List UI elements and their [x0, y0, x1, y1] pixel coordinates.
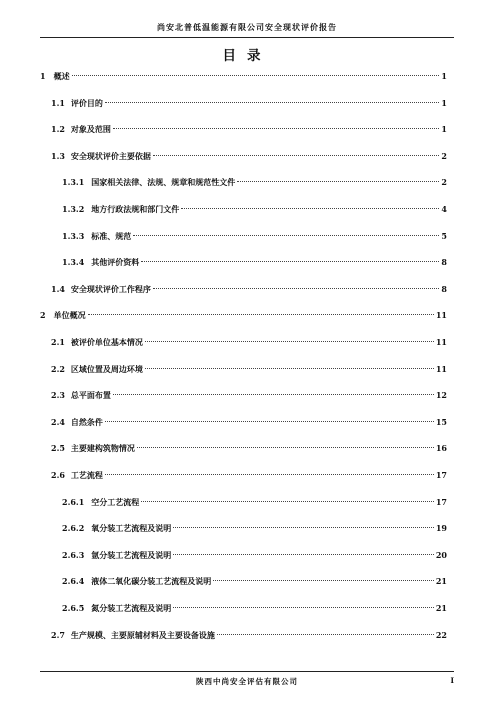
- toc-entry-number: 1.3.4: [62, 257, 85, 268]
- toc-entry[interactable]: [62, 575, 447, 587]
- toc-entry-number: 2.6.1: [62, 496, 85, 507]
- toc-entry-number: 2.6: [51, 470, 65, 480]
- toc-entry-page: 2: [441, 177, 447, 188]
- toc-entry-page: 21: [435, 576, 447, 587]
- toc-entry-number: 2: [40, 310, 46, 321]
- toc-entry-title: 区域位置及周边环境: [70, 363, 143, 374]
- toc-entry[interactable]: [51, 123, 447, 135]
- toc-entry-page: 17: [435, 470, 447, 480]
- toc-entry[interactable]: [51, 629, 447, 641]
- toc-entry-title: 标准、规范: [91, 230, 132, 241]
- toc-entry-page: 11: [435, 337, 447, 347]
- toc-entry[interactable]: [51, 150, 447, 162]
- toc-entry-page: 5: [441, 230, 447, 241]
- toc-entry[interactable]: [62, 549, 447, 561]
- toc-entry-page: 11: [435, 310, 447, 321]
- toc-entry-title: 地方行政法规和部门文件: [91, 204, 180, 214]
- toc-dot-leader: [153, 155, 440, 156]
- toc-entry-title: 氧分装工艺流程及说明: [91, 523, 172, 534]
- toc-dot-leader: [113, 128, 440, 129]
- toc-dot-leader: [133, 235, 439, 236]
- toc-entry[interactable]: [62, 496, 447, 508]
- toc-dot-leader: [145, 341, 434, 342]
- toc-entry-number: 1.1: [51, 97, 65, 108]
- page-title: 目录: [222, 48, 272, 64]
- toc-entry-title: 安全现状评价主要依据: [70, 150, 151, 161]
- toc-entry-number: 1.3.2: [62, 204, 85, 214]
- toc-entry-page: 8: [441, 257, 447, 268]
- toc-entry[interactable]: [62, 176, 447, 188]
- toc-entry-page: 21: [435, 603, 447, 613]
- toc-entry[interactable]: [62, 256, 447, 268]
- toc-entry-number: 2.5: [51, 443, 65, 454]
- toc-dot-leader: [105, 421, 434, 422]
- toc-entry-page: 11: [435, 363, 447, 374]
- toc-entry-title: 生产规模、主要原辅材料及主要设备设施: [70, 629, 215, 640]
- toc-entry-number: 1.2: [51, 124, 65, 135]
- toc-entry-number: 2.1: [51, 337, 65, 347]
- toc-entry-page: 22: [435, 629, 447, 640]
- toc-dot-leader: [217, 634, 434, 635]
- toc-entry[interactable]: [40, 309, 447, 321]
- toc-entry-number: 2.6.5: [62, 603, 85, 613]
- toc-dot-leader: [173, 554, 434, 555]
- toc-dot-leader: [213, 580, 434, 581]
- toc-dot-leader: [141, 501, 434, 502]
- toc-entry[interactable]: [62, 522, 447, 534]
- toc-entry-page: 16: [435, 443, 447, 454]
- toc-entry[interactable]: [51, 97, 447, 109]
- toc-entry-page: 8: [441, 283, 447, 294]
- toc-entry-number: 1: [40, 71, 46, 81]
- toc-entry[interactable]: [51, 283, 447, 295]
- toc-entry-title: 氮分装工艺流程及说明: [91, 603, 172, 613]
- toc-entry-number: 2.4: [51, 416, 65, 427]
- toc-entry-page: 4: [441, 204, 447, 214]
- page-header: [40, 22, 454, 38]
- toc-entry-page: 20: [435, 549, 447, 560]
- toc-entry-title: 总平面布置: [70, 390, 111, 401]
- toc-entry-page: 2: [441, 150, 447, 161]
- toc-entry-title: 主要建构筑物情况: [70, 443, 135, 454]
- toc-entry-page: 1: [441, 97, 447, 108]
- toc-entry-page: 15: [435, 416, 447, 427]
- toc-entry[interactable]: [51, 469, 447, 481]
- toc-entry[interactable]: [40, 70, 447, 82]
- toc-dot-leader: [145, 368, 434, 369]
- toc-entry-page: 19: [435, 523, 447, 534]
- toc-entry-title: 工艺流程: [70, 470, 103, 480]
- toc-entry-page: 1: [441, 71, 447, 81]
- toc-entry[interactable]: [51, 336, 447, 348]
- toc-entry-title: 自然条件: [70, 416, 103, 427]
- toc-entry-number: 1.3.1: [62, 177, 85, 188]
- toc-entry-title: 对象及范围: [70, 124, 111, 135]
- toc-dot-leader: [173, 607, 434, 608]
- header-text: 尚安北普低温能源有限公司安全现状评价报告: [157, 22, 337, 32]
- toc-entry-page: 12: [435, 390, 447, 401]
- toc-dot-leader: [153, 288, 440, 289]
- toc-dot-leader: [173, 527, 434, 528]
- toc-entry-title: 空分工艺流程: [91, 496, 140, 507]
- toc-entry[interactable]: [51, 442, 447, 454]
- toc-entry-title: 单位概况: [53, 310, 86, 321]
- toc-dot-leader: [113, 394, 434, 395]
- toc-dot-leader: [88, 314, 434, 315]
- toc-entry-title: 液体二氧化碳分装工艺流程及说明: [91, 576, 212, 587]
- toc-entry[interactable]: [51, 416, 447, 428]
- footer-organization: 陕西中尚安全评估有限公司: [196, 677, 298, 686]
- toc-entry-page: 1: [441, 124, 447, 135]
- toc-dot-leader: [105, 474, 434, 475]
- toc-dot-leader: [105, 102, 440, 103]
- toc-entry-number: 2.6.2: [62, 523, 85, 534]
- toc-entry-number: 2.2: [51, 363, 65, 374]
- toc-entry-title: 国家相关法律、法规、规章和规范性文件: [91, 177, 236, 188]
- toc-entry[interactable]: [62, 203, 447, 215]
- toc-dot-leader: [237, 181, 439, 182]
- toc-entry[interactable]: [51, 363, 447, 375]
- toc-entry-title: 被评价单位基本情况: [70, 337, 143, 347]
- toc-entry-number: 2.3: [51, 390, 65, 401]
- toc-entry-number: 1.3.3: [62, 230, 85, 241]
- toc-entry[interactable]: [62, 602, 447, 614]
- toc-entry[interactable]: [62, 230, 447, 242]
- toc-dot-leader: [137, 447, 434, 448]
- toc-entry-title: 安全现状评价工作程序: [70, 283, 151, 294]
- toc-entry-page: 17: [435, 496, 447, 507]
- toc-entry-number: 1.4: [51, 283, 65, 294]
- toc-entry-title: 氩分装工艺流程及说明: [91, 549, 172, 560]
- footer-page-number: I: [450, 676, 454, 685]
- toc-entry-number: 2.7: [51, 629, 65, 640]
- toc-dot-leader: [72, 75, 440, 76]
- toc-entry[interactable]: [51, 389, 447, 401]
- toc-entry-title: 其他评价资料: [91, 257, 140, 268]
- toc-entry-number: 2.6.4: [62, 576, 85, 587]
- toc-entry-title: 评价目的: [70, 97, 103, 108]
- toc-dot-leader: [141, 261, 439, 262]
- page-footer: [40, 671, 454, 686]
- toc-entry-number: 2.6.3: [62, 549, 85, 560]
- toc-entry-number: 1.3: [51, 150, 65, 161]
- toc-dot-leader: [181, 208, 439, 209]
- toc-entry-title: 概述: [53, 71, 70, 81]
